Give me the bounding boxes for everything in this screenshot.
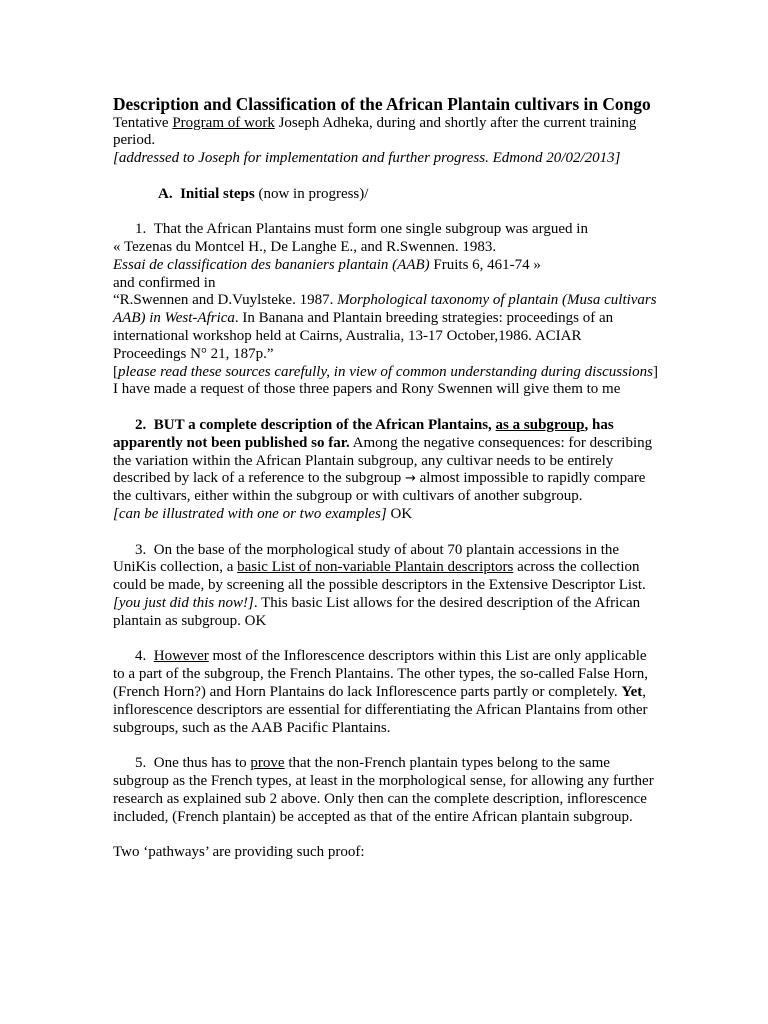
document-body <box>113 94 658 862</box>
section-a-heading <box>113 186 658 204</box>
item-4-para <box>113 648 658 737</box>
section-a-rest: (now in progress)/ <box>254 185 369 202</box>
document-title: Description and Classification of the African Plantain cultivars in Congo <box>113 94 651 114</box>
item-2-para <box>113 417 658 506</box>
item-4-number: 4. <box>135 648 147 665</box>
item-1-note: [please read these sources carefully, in view of common understanding during discussions] I have made a request of those three papers and Rony Swennen will give them to me <box>113 363 658 398</box>
item-3-text: On the base of the morphological study of about 70 plantain accessions in the UniKis collection, a <box>113 541 620 576</box>
item-5-text-2: that the non-French plantain types belong to the same subgroup as the French types, at least in the morphological sense, for allowing any further research as explained sub 2 above. Only then can the complete description, inflorescence included, (French plantain) be accepted as that of the entire African plantain subgroup. <box>113 755 654 825</box>
item-1-text: That the African Plantains must form one single subgroup was argued in <box>153 221 588 238</box>
item-3-note <box>113 595 658 631</box>
item-5-para <box>113 755 658 826</box>
section-a-marker: A. <box>158 185 173 202</box>
item-5-text: One thus has to <box>153 755 251 772</box>
item-1-ref-2 <box>113 292 658 363</box>
intro-rest: Joseph Adheka, during and shortly after the current training period. <box>113 114 637 149</box>
item-1-para <box>113 221 658 239</box>
item-4-end: , inflorescence descriptors are essential for differentiating the African Plantains from other subgroups, such as the AAB Pacific Plantains. <box>113 684 648 736</box>
closing-line: Two ‘pathways’ are providing such proof: <box>113 844 365 861</box>
intro-note: [addressed to Joseph for implementation and further progress. Edmond 20/02/2013] <box>113 150 621 167</box>
item-2-bold-2: , has apparently not been published so far. <box>113 417 614 451</box>
arrow-right-icon: → <box>404 471 416 487</box>
item-3-para <box>113 542 658 595</box>
item-1-ref-2-authors: “R.Swennen and D.Vuylsteke. 1987. <box>113 292 338 309</box>
item-4-text: most of the Inflorescence descriptors within this List are only applicable to a part of the subgroup, the French Plantains. The other types, the so-called False Horn, (French Horn?) and Horn Plantains do lack Inflorescence parts partly or completely. <box>113 648 649 700</box>
program-of-work-link: Program of work <box>172 114 275 131</box>
item-1-note-italic: please read these sources carefully, in view of common understanding during discussions <box>118 363 653 380</box>
item-3-end: . This basic List allows for the desired description of the African plantain as subgroup. OK <box>113 595 641 629</box>
item-3-descriptor-list: basic List of non-variable Plantain descriptors <box>237 559 514 576</box>
item-1-number: 1. <box>135 221 147 238</box>
item-2-note-italic: [can be illustrated with one or two examples] <box>113 506 387 523</box>
item-1-ref-1: « Tezenas du Montcel H., De Langhe E., and R.Swennen. 1983. <box>113 239 497 256</box>
section-a-title: Initial steps <box>180 185 255 202</box>
item-1-note-rest: ] I have made a request of those three papers and Rony Swennen will give them to me <box>113 363 658 398</box>
item-2-bold-1: BUT a complete description of the African Plantains, <box>153 417 496 434</box>
item-2-text: Among the negative consequences: for describing the variation within the African Plantain subgroup, any cultivar needs to be entirely described by lack of a reference to the subgroup <box>113 434 653 487</box>
item-1-ref-title: Essai de classification des bananiers plantain (AAB) <box>113 256 430 273</box>
item-4-however: However <box>153 648 209 665</box>
item-2-number: 2. <box>135 417 147 434</box>
item-1-confirmed: and confirmed in <box>113 274 216 291</box>
item-4-yet: Yet <box>621 684 643 700</box>
item-1-ref-source: Fruits 6, 461-74 » <box>429 256 541 273</box>
item-2-note <box>113 506 658 524</box>
item-1-ref-1b <box>113 257 658 275</box>
item-3-note-italic: [you just did this now!] <box>113 595 254 612</box>
item-1-ref-2-rest: . In Banana and Plantain breeding strategies: proceedings of an international workshop held at Cairns, Australia, 13-17 October,1986. ACIAR Proceedings N° 21, 187p.” <box>113 310 614 362</box>
intro-line <box>113 115 658 151</box>
intro-prefix: Tentative <box>113 114 173 131</box>
item-3-text-2: across the collection could be made, by screening all the possible descriptors in the Extensive Descriptor List. <box>113 559 646 594</box>
item-2-ok: OK <box>386 506 413 523</box>
item-3-number: 3. <box>135 541 147 558</box>
item-2-subgroup-underlined: as a subgroup <box>495 417 585 434</box>
item-1-ref-2-title: Morphological taxonomy of plantain (Musa cultivars AAB) in West-Africa <box>113 292 657 327</box>
item-5-number: 5. <box>135 755 147 772</box>
item-2-text-2: almost impossible to rapidly compare the cultivars, either within the subgroup or with cultivars of another subgroup. <box>113 470 646 505</box>
item-5-prove: prove <box>250 755 285 772</box>
